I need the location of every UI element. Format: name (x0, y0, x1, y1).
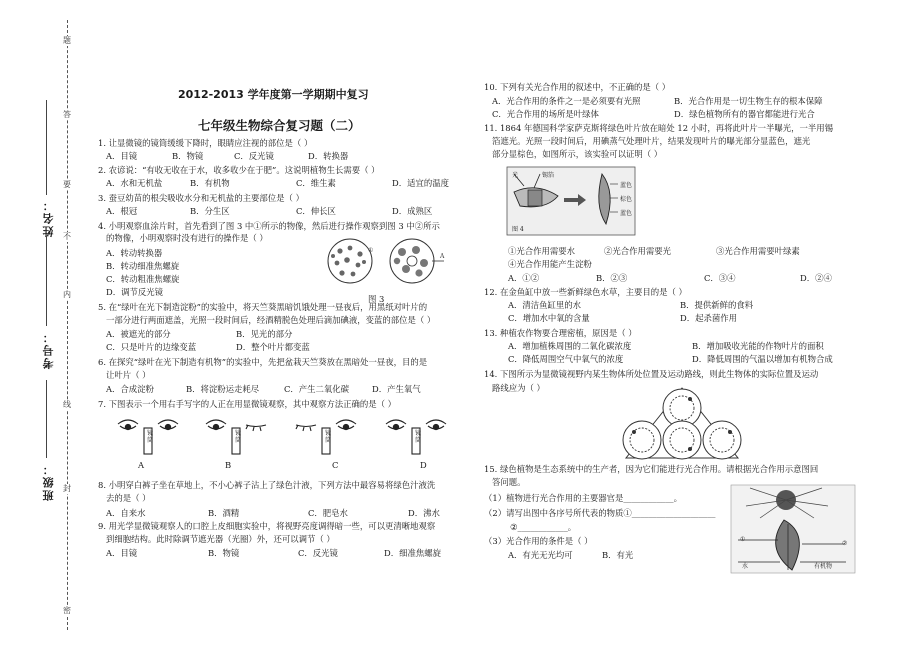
figure-label-b: B (225, 460, 232, 470)
option: D．②④ (800, 273, 832, 283)
option: B．有光 (602, 550, 634, 560)
question-4-cont: 的物像，小明观察时没有进行的操作是（ ） (106, 233, 268, 243)
fig4-brown: 棕色 (620, 196, 633, 203)
fig-photo-n1: ① (740, 536, 746, 543)
option: D．成熟区 (392, 206, 433, 216)
seal-word: 要 (63, 180, 71, 189)
option: C．③④ (704, 273, 736, 283)
seal-word: 答 (63, 110, 71, 119)
option: D．调节反光镜 (106, 287, 163, 297)
question-6: 6. 在探究“绿叶在光下制造有机物”的实验中，先把盆栽天竺葵放在黑暗处一昼夜，目的是 (98, 357, 428, 367)
seal-word: 线 (63, 400, 71, 409)
figure-4-caption: 图 4 (512, 226, 524, 233)
option: B．增加吸收光能的作物叶片的面积 (692, 341, 824, 351)
figure-4-leaf-experiment (506, 166, 636, 236)
question-10: 10. 下列有关光合作用的叙述中，不正确的是（ ） (484, 82, 671, 92)
option: A．①② (508, 273, 540, 283)
option: C．肥皂水 (308, 508, 348, 518)
seal-word: 内 (63, 290, 71, 299)
option: B．酒精 (208, 508, 240, 518)
option: D．细准焦螺旋 (384, 548, 441, 558)
option: A．光合作用的条件之一是必须要有光照 (492, 96, 641, 106)
option: D．转换器 (308, 151, 349, 161)
question-8: 8. 小明穿白裤子坐在草地上，不小心裤子沾上了绿色汁液，下列方法中最容易将绿色汁液洗 (98, 480, 436, 490)
fig-photo-n2: ② (842, 540, 848, 547)
figure-label-a: A (138, 460, 145, 470)
option: A．有光无光均可 (508, 550, 573, 560)
option: C．降低周围空气中氧气的浓度 (508, 354, 624, 364)
fig4-blue: 蓝色 (620, 182, 633, 189)
question-6-cont: 让叶片（ ） (106, 370, 151, 380)
svg-text:A: A (440, 253, 445, 260)
question-7: 7. 下图表示一个用右手写字的人正在用显微镜观察，其中观察方法正确的是（ ） (98, 399, 397, 409)
figure-label-d: D (420, 460, 427, 470)
question-11: 11. 1864 年德国科学家萨克斯将绿色叶片放在暗处 12 小时，再将此叶片一半曝光，一半用锡 (484, 123, 834, 133)
option: C．伸长区 (296, 206, 336, 216)
option: D．沸水 (408, 508, 440, 518)
figure-microscope-eyes (114, 412, 464, 458)
option: A．水和无机盐 (106, 178, 163, 188)
option: B．物镜 (208, 548, 240, 558)
statement: ④光合作用能产生淀粉 (508, 259, 592, 269)
fig-photo-organic: 有机物 (814, 563, 833, 570)
question-15-sub2b: ②____________。 (510, 522, 577, 532)
option: C．只是叶片的边缘变蓝 (106, 342, 197, 352)
option: B．提供新鲜的食料 (680, 300, 754, 310)
question-4: 4. 小明观察血涂片时，首先看到了图 3 中①所示的物像，然后进行操作观察到图 3 中②所示 (98, 221, 440, 231)
option: A．增加植株周围的二氧化碳浓度 (508, 341, 632, 351)
tube-label-b: 镜筒 (235, 430, 242, 444)
option: C．维生素 (296, 178, 336, 188)
fig-photo-water: 水 (742, 563, 749, 570)
figure-photosynthesis (730, 484, 856, 574)
option: B．物镜 (172, 151, 204, 161)
question-8-cont: 去的是（ ） (106, 493, 151, 503)
exam-subtitle: 七年级生物综合复习题（二） (198, 118, 361, 133)
tube-label-a: 镜筒 (147, 430, 154, 444)
option: B．光合作用是一切生物生存的根本保障 (674, 96, 823, 106)
seal-word: 封 (63, 484, 71, 493)
name-label: 姓名： (42, 198, 55, 237)
exam-no-fill-line (46, 236, 47, 326)
option: D．起杀菌作用 (680, 313, 737, 323)
option: A．合成淀粉 (106, 384, 154, 394)
option: A．被遮光的部分 (106, 329, 171, 339)
option: D．整个叶片都变蓝 (236, 342, 310, 352)
option: D．绿色植物所有的器官都能进行光合 (674, 109, 815, 119)
question-1: 1. 让显微镜的镜筒缓缓下降时，眼睛应注视的部位是（ ） (98, 138, 313, 148)
option: B．见光的部分 (236, 329, 293, 339)
class-label: 班级： (42, 462, 55, 501)
option: B．将淀粉运走耗尽 (186, 384, 260, 394)
svg-text:①: ① (368, 247, 374, 254)
question-11-cont2: 部分显棕色，如图所示，该实验可以证明（ ） (492, 149, 663, 159)
fig4-light: 光 (512, 172, 519, 179)
option: B．②③ (596, 273, 628, 283)
option: A．目镜 (106, 548, 138, 558)
option: B．有机物 (190, 178, 230, 188)
figure-3-caption: 图 3 (368, 294, 385, 304)
tube-label-d: 镜筒 (415, 430, 422, 444)
question-5-cont: 一部分进行两面遮盖，光照一段时间后，经酒精脱色处理后滴加碘液，变蓝的部位是（ ） (106, 315, 436, 325)
option: D．降低周围的气温以增加有机物合成 (692, 354, 833, 364)
question-15-cont: 答问题。 (492, 477, 526, 487)
statement: ③光合作用需要叶绿素 (716, 246, 800, 256)
figure-label-c: C (332, 460, 339, 470)
seal-word: 密 (63, 606, 71, 615)
tube-label-c: 镜筒 (325, 430, 332, 444)
option: B．分生区 (190, 206, 230, 216)
option: C．反光镜 (234, 151, 274, 161)
question-9-cont: 到细胞结构。此时除调节遮光器（光圈）外，还可以调节（ ） (106, 534, 335, 544)
option: C．产生二氧化碳 (284, 384, 350, 394)
fig4-foil: 锡箔 (542, 172, 555, 179)
seal-word: 不 (63, 232, 71, 241)
question-9: 9. 用光学显微镜观察人的口腔上皮细胞实验中，将视野亮度调得暗一些，可以更清晰地观察 (98, 521, 436, 531)
binding-margin (0, 0, 78, 650)
question-3: 3. 蚕豆幼苗的根尖吸收水分和无机盐的主要部位是（ ） (98, 193, 304, 203)
question-13: 13. 种植农作物要合理密植，原因是（ ） (484, 328, 637, 338)
statement: ②光合作用需要光 (604, 246, 671, 256)
question-12: 12. 在金鱼缸中放一些新鲜绿色水草，主要目的是（ ） (484, 287, 687, 297)
option: A．目镜 (106, 151, 138, 161)
option: D．适宜的温度 (392, 178, 449, 188)
seal-word: 题 (63, 36, 71, 45)
option: C．光合作用的场所是叶绿体 (492, 109, 599, 119)
figure-3-blood-smear (320, 236, 450, 296)
option: B．转动细准焦螺旋 (106, 261, 180, 271)
question-15-sub3: （3）光合作用的条件是（ ） (484, 536, 593, 546)
question-5: 5. 在“绿叶在光下制造淀粉”的实验中，将天竺葵黑暗饥饿处理一昼夜后，用黑纸对叶片的 (98, 302, 428, 312)
question-14: 14. 下图所示为显微镜视野内某生物体所处位置及运动路线，则此生物体的实际位置及运动 (484, 369, 819, 379)
option: A．转动转换器 (106, 248, 163, 258)
question-15-sub2: （2）请写出图中各序号所代表的物质①____________________ (484, 508, 716, 518)
statement: ①光合作用需要水 (508, 246, 575, 256)
question-15-sub1: （1）植物进行光合作用的主要器官是____________。 (484, 493, 682, 503)
exam-no-label: 考号： (42, 330, 55, 369)
exam-title: 2012-2013 学年度第一学期期中复习 (178, 88, 369, 101)
question-15: 15. 绿色植物是生态系统中的生产者，因为它们能进行光合作用。请根据光合作用示意图回 (484, 464, 819, 474)
question-11-cont: 箔遮光。光照一段时间后，用碘蒸气处理叶片，结果发现叶片的曝光部分显蓝色，遮光 (492, 136, 811, 146)
question-2: 2. 农谚说：“有收无收在于水，收多收少在于肥”。这说明植物生长需要（ ） (98, 165, 380, 175)
option: A．自来水 (106, 508, 146, 518)
option: C．反光镜 (298, 548, 338, 558)
option: A．清洁鱼缸里的水 (508, 300, 582, 310)
figure-microscope-fields (620, 386, 744, 460)
class-fill-line (46, 380, 47, 458)
name-fill-line (46, 100, 47, 195)
question-14-cont: 路线应为（ ） (492, 383, 545, 393)
option: A．根冠 (106, 206, 138, 216)
fig4-blue2: 蓝色 (620, 210, 633, 217)
option: D．产生氧气 (372, 384, 421, 394)
option: C．增加水中氧的含量 (508, 313, 590, 323)
option: C．转动粗准焦螺旋 (106, 274, 180, 284)
